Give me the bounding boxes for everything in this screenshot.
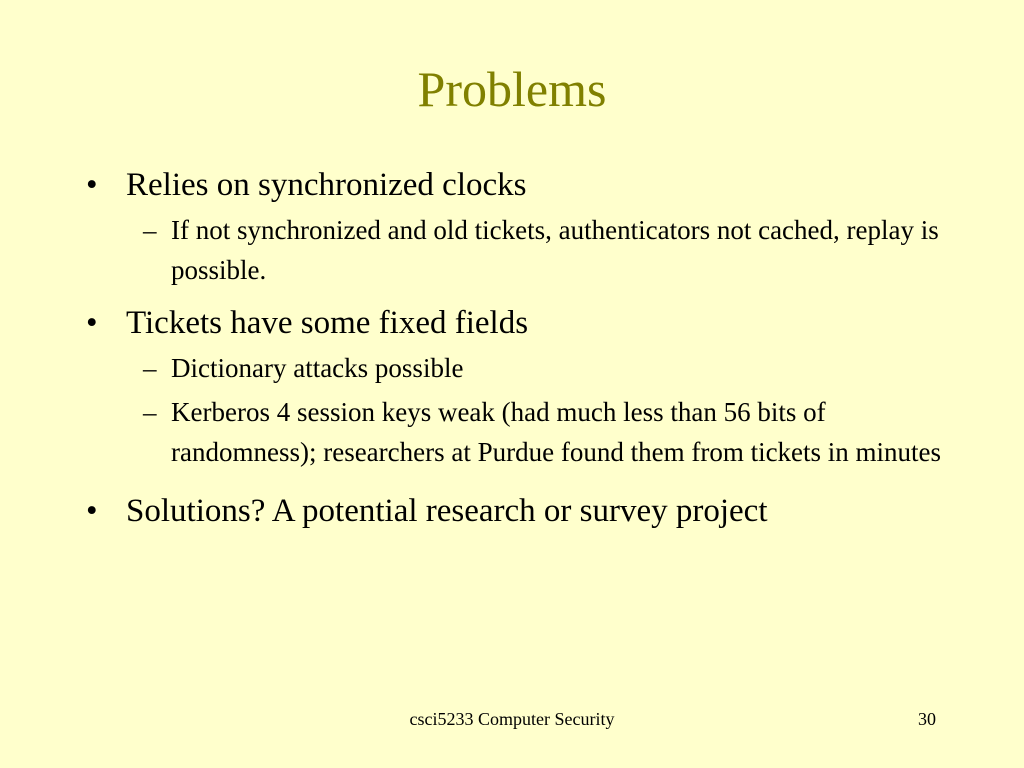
sub-bullet-item — [86, 348, 946, 388]
sub-bullet-item — [86, 210, 946, 290]
dash-icon: – — [143, 397, 157, 427]
bullet-icon: • — [86, 167, 98, 203]
sub-bullet-text: If not synchronized and old tickets, authenticators not cached, replay is possible. — [171, 215, 939, 285]
slide-footer: csci5233 Computer Security — [409, 709, 615, 729]
page-number: 30 — [918, 709, 936, 729]
sub-bullet-item — [86, 392, 946, 472]
bullet-item — [86, 486, 946, 536]
bullet-icon: • — [86, 493, 98, 529]
sub-bullet-text: Kerberos 4 session keys weak (had much less than 56 bits of randomness); researchers at Purdue found them from tickets in minutes — [171, 397, 942, 467]
sub-bullet-text: Dictionary attacks possible — [171, 353, 464, 383]
bullet-item — [86, 160, 946, 210]
bullet-icon: • — [86, 305, 98, 341]
dash-icon: – — [143, 353, 157, 383]
bullet-item — [86, 298, 946, 348]
slide-title: Problems — [417, 61, 607, 117]
bullet-text: Tickets have some fixed fields — [126, 305, 529, 341]
dash-icon: – — [143, 215, 157, 245]
bullet-text: Solutions? A potential research or survey project — [126, 493, 768, 529]
slide-content — [86, 160, 946, 536]
bullet-text: Relies on synchronized clocks — [126, 167, 527, 203]
